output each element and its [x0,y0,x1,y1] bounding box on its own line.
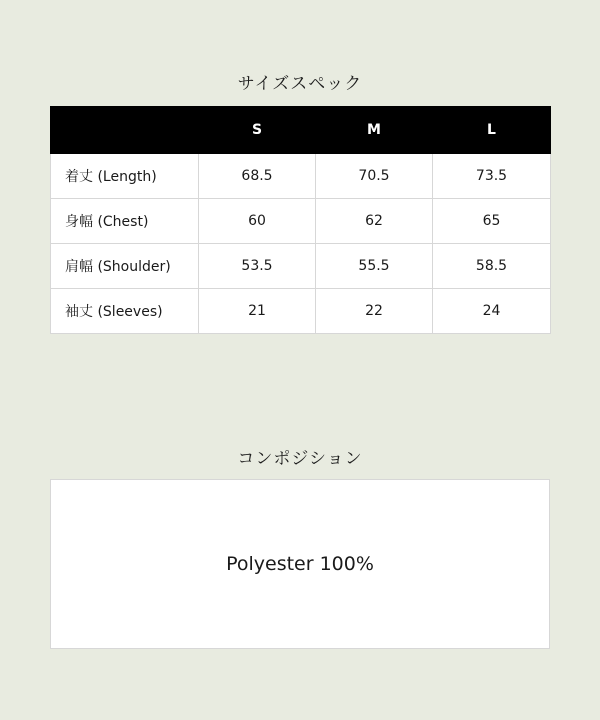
table-header-size-s: S [199,107,316,154]
composition-text: Polyester 100% [226,553,374,575]
table-row [51,199,551,244]
table-row [51,289,551,334]
cell-sleeves-s: 21 [199,289,316,334]
row-label-length: 着丈 (Length) [51,154,199,199]
cell-sleeves-l: 24 [433,289,551,334]
size-spec-table-head [51,107,551,154]
cell-sleeves-m: 22 [316,289,433,334]
table-header-row [51,107,551,154]
cell-shoulder-s: 53.5 [199,244,316,289]
cell-length-m: 70.5 [316,154,433,199]
row-label-shoulder: 肩幅 (Shoulder) [51,244,199,289]
composition-box [50,479,550,649]
row-label-chest: 身幅 (Chest) [51,199,199,244]
size-spec-title: サイズスペック [237,74,363,94]
table-row [51,154,551,199]
table-header-size-l: L [433,107,551,154]
table-row [51,244,551,289]
size-spec-table-container [50,106,550,334]
cell-chest-m: 62 [316,199,433,244]
size-spec-table-body [51,154,551,334]
cell-shoulder-l: 58.5 [433,244,551,289]
cell-chest-s: 60 [199,199,316,244]
row-label-sleeves: 袖丈 (Sleeves) [51,289,199,334]
cell-length-s: 68.5 [199,154,316,199]
table-header-corner [51,107,199,154]
composition-title: コンポジション [237,449,363,469]
cell-length-l: 73.5 [433,154,551,199]
cell-chest-l: 65 [433,199,551,244]
cell-shoulder-m: 55.5 [316,244,433,289]
table-header-size-m: M [316,107,433,154]
size-spec-table [50,106,551,334]
